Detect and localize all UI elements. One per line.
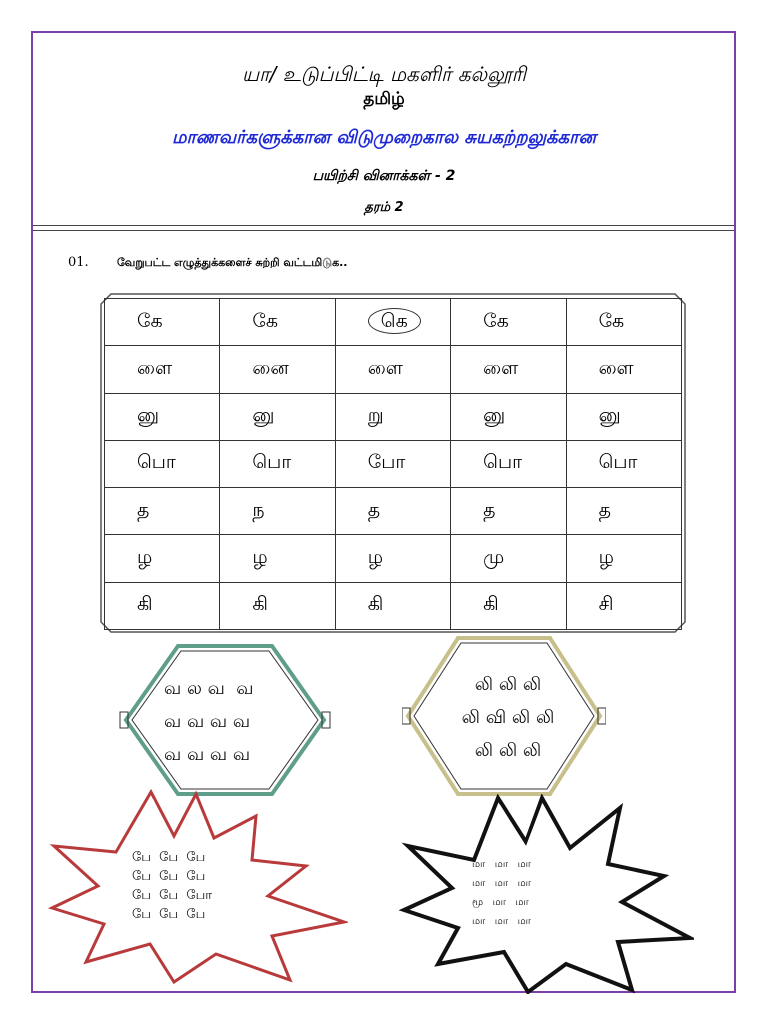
shape-text-line: மூ மா மா [472, 897, 529, 908]
grid-row [105, 535, 682, 582]
grid-cell[interactable]: கே [105, 299, 220, 346]
worksheet-title: மாணவர்களுக்கான விடுமுறைகால சுயகற்றலுக்கான [172, 127, 596, 148]
grid-cell[interactable]: கி [220, 582, 335, 629]
grid-cell[interactable]: ழ [220, 535, 335, 582]
grid-cell[interactable]: னை [220, 346, 335, 393]
shape-text-line: பே பே போ [132, 888, 213, 903]
shape-text-line: பே பே பே [132, 907, 206, 922]
shape-text-line: மா மா மா [472, 878, 531, 889]
subject-name: தமிழ் [363, 89, 405, 109]
grade-label: தரம் 2 [364, 200, 404, 215]
grid-cell[interactable]: த [335, 488, 450, 535]
grid-cell[interactable]: பொ [220, 440, 335, 487]
grid-cell[interactable]: கே [451, 299, 566, 346]
grid-cell[interactable]: ழ [105, 535, 220, 582]
octagon-right-text [428, 668, 588, 767]
shape-text-line: மா மா மா [472, 859, 531, 870]
grid-cell[interactable]: று [335, 393, 450, 440]
header-divider-top [33, 225, 734, 226]
grid-cell[interactable]: பொ [105, 440, 220, 487]
shape-text-line: வ ல வ வ [164, 678, 254, 699]
grid-cell[interactable]: னு [566, 393, 681, 440]
grid-cell[interactable]: ளை [566, 346, 681, 393]
grid-cell[interactable]: பொ [566, 440, 681, 487]
grid-cell[interactable]: னு [105, 393, 220, 440]
grid-cell[interactable]: பொ [451, 440, 566, 487]
grid-cell[interactable]: த [451, 488, 566, 535]
grid-cell[interactable]: கே [220, 299, 335, 346]
grid-row [105, 299, 682, 346]
shape-text-line: லி லி லி [474, 740, 542, 761]
question-instruction: வேறுபட்ட எழுத்துக்களைச் சுற்றி வட்டமிடுக.. [117, 256, 348, 269]
grid-cell[interactable]: ளை [105, 346, 220, 393]
grid-cell[interactable]: ழ [566, 535, 681, 582]
exercise-label: பயிற்சி வினாக்கள் - 2 [312, 168, 456, 184]
octagon-left-text [164, 672, 294, 771]
school-name: யா/ உடுப்பிட்டி மகளிர் கல்லூரி [241, 62, 527, 86]
starburst-left-text [132, 848, 252, 924]
question-number: 01. [68, 255, 89, 270]
grid-cell-circled[interactable]: கெ [335, 299, 450, 346]
grid-cell[interactable]: னு [220, 393, 335, 440]
grid-cell[interactable]: சி [566, 582, 681, 629]
grid-cell[interactable]: த [105, 488, 220, 535]
shape-text-line: லி லி லி [474, 674, 542, 695]
grid-cell[interactable]: ந [220, 488, 335, 535]
grid-cell[interactable]: ளை [335, 346, 450, 393]
grid-cell[interactable]: கி [451, 582, 566, 629]
grid-cell[interactable]: போ [335, 440, 450, 487]
starburst-right-text [472, 855, 582, 931]
grid-cell[interactable]: த [566, 488, 681, 535]
grid-row [105, 582, 682, 629]
shape-text-line: மா மா மா [472, 916, 531, 927]
grid-cell[interactable]: கி [105, 582, 220, 629]
shape-text-line: வ வ வ வ [164, 744, 251, 765]
grid-cell[interactable]: னு [451, 393, 566, 440]
shape-text-line: வ வ வ வ [164, 711, 251, 732]
grid-cell[interactable]: மு [451, 535, 566, 582]
grid-cell[interactable]: கி [335, 582, 450, 629]
grid-row [105, 488, 682, 535]
letter-grid [104, 298, 682, 630]
shape-text-line: லி வி லி லி [461, 707, 555, 728]
grid-cell[interactable]: ழ [335, 535, 450, 582]
grid-cell[interactable]: ளை [451, 346, 566, 393]
shape-text-line: பே பே பே [132, 869, 206, 884]
grid-row [105, 440, 682, 487]
header-divider-bottom [33, 230, 734, 231]
grid-row [105, 346, 682, 393]
shape-text-line: பே பே பே [132, 850, 206, 865]
grid-cell[interactable]: கே [566, 299, 681, 346]
grid-row [105, 393, 682, 440]
